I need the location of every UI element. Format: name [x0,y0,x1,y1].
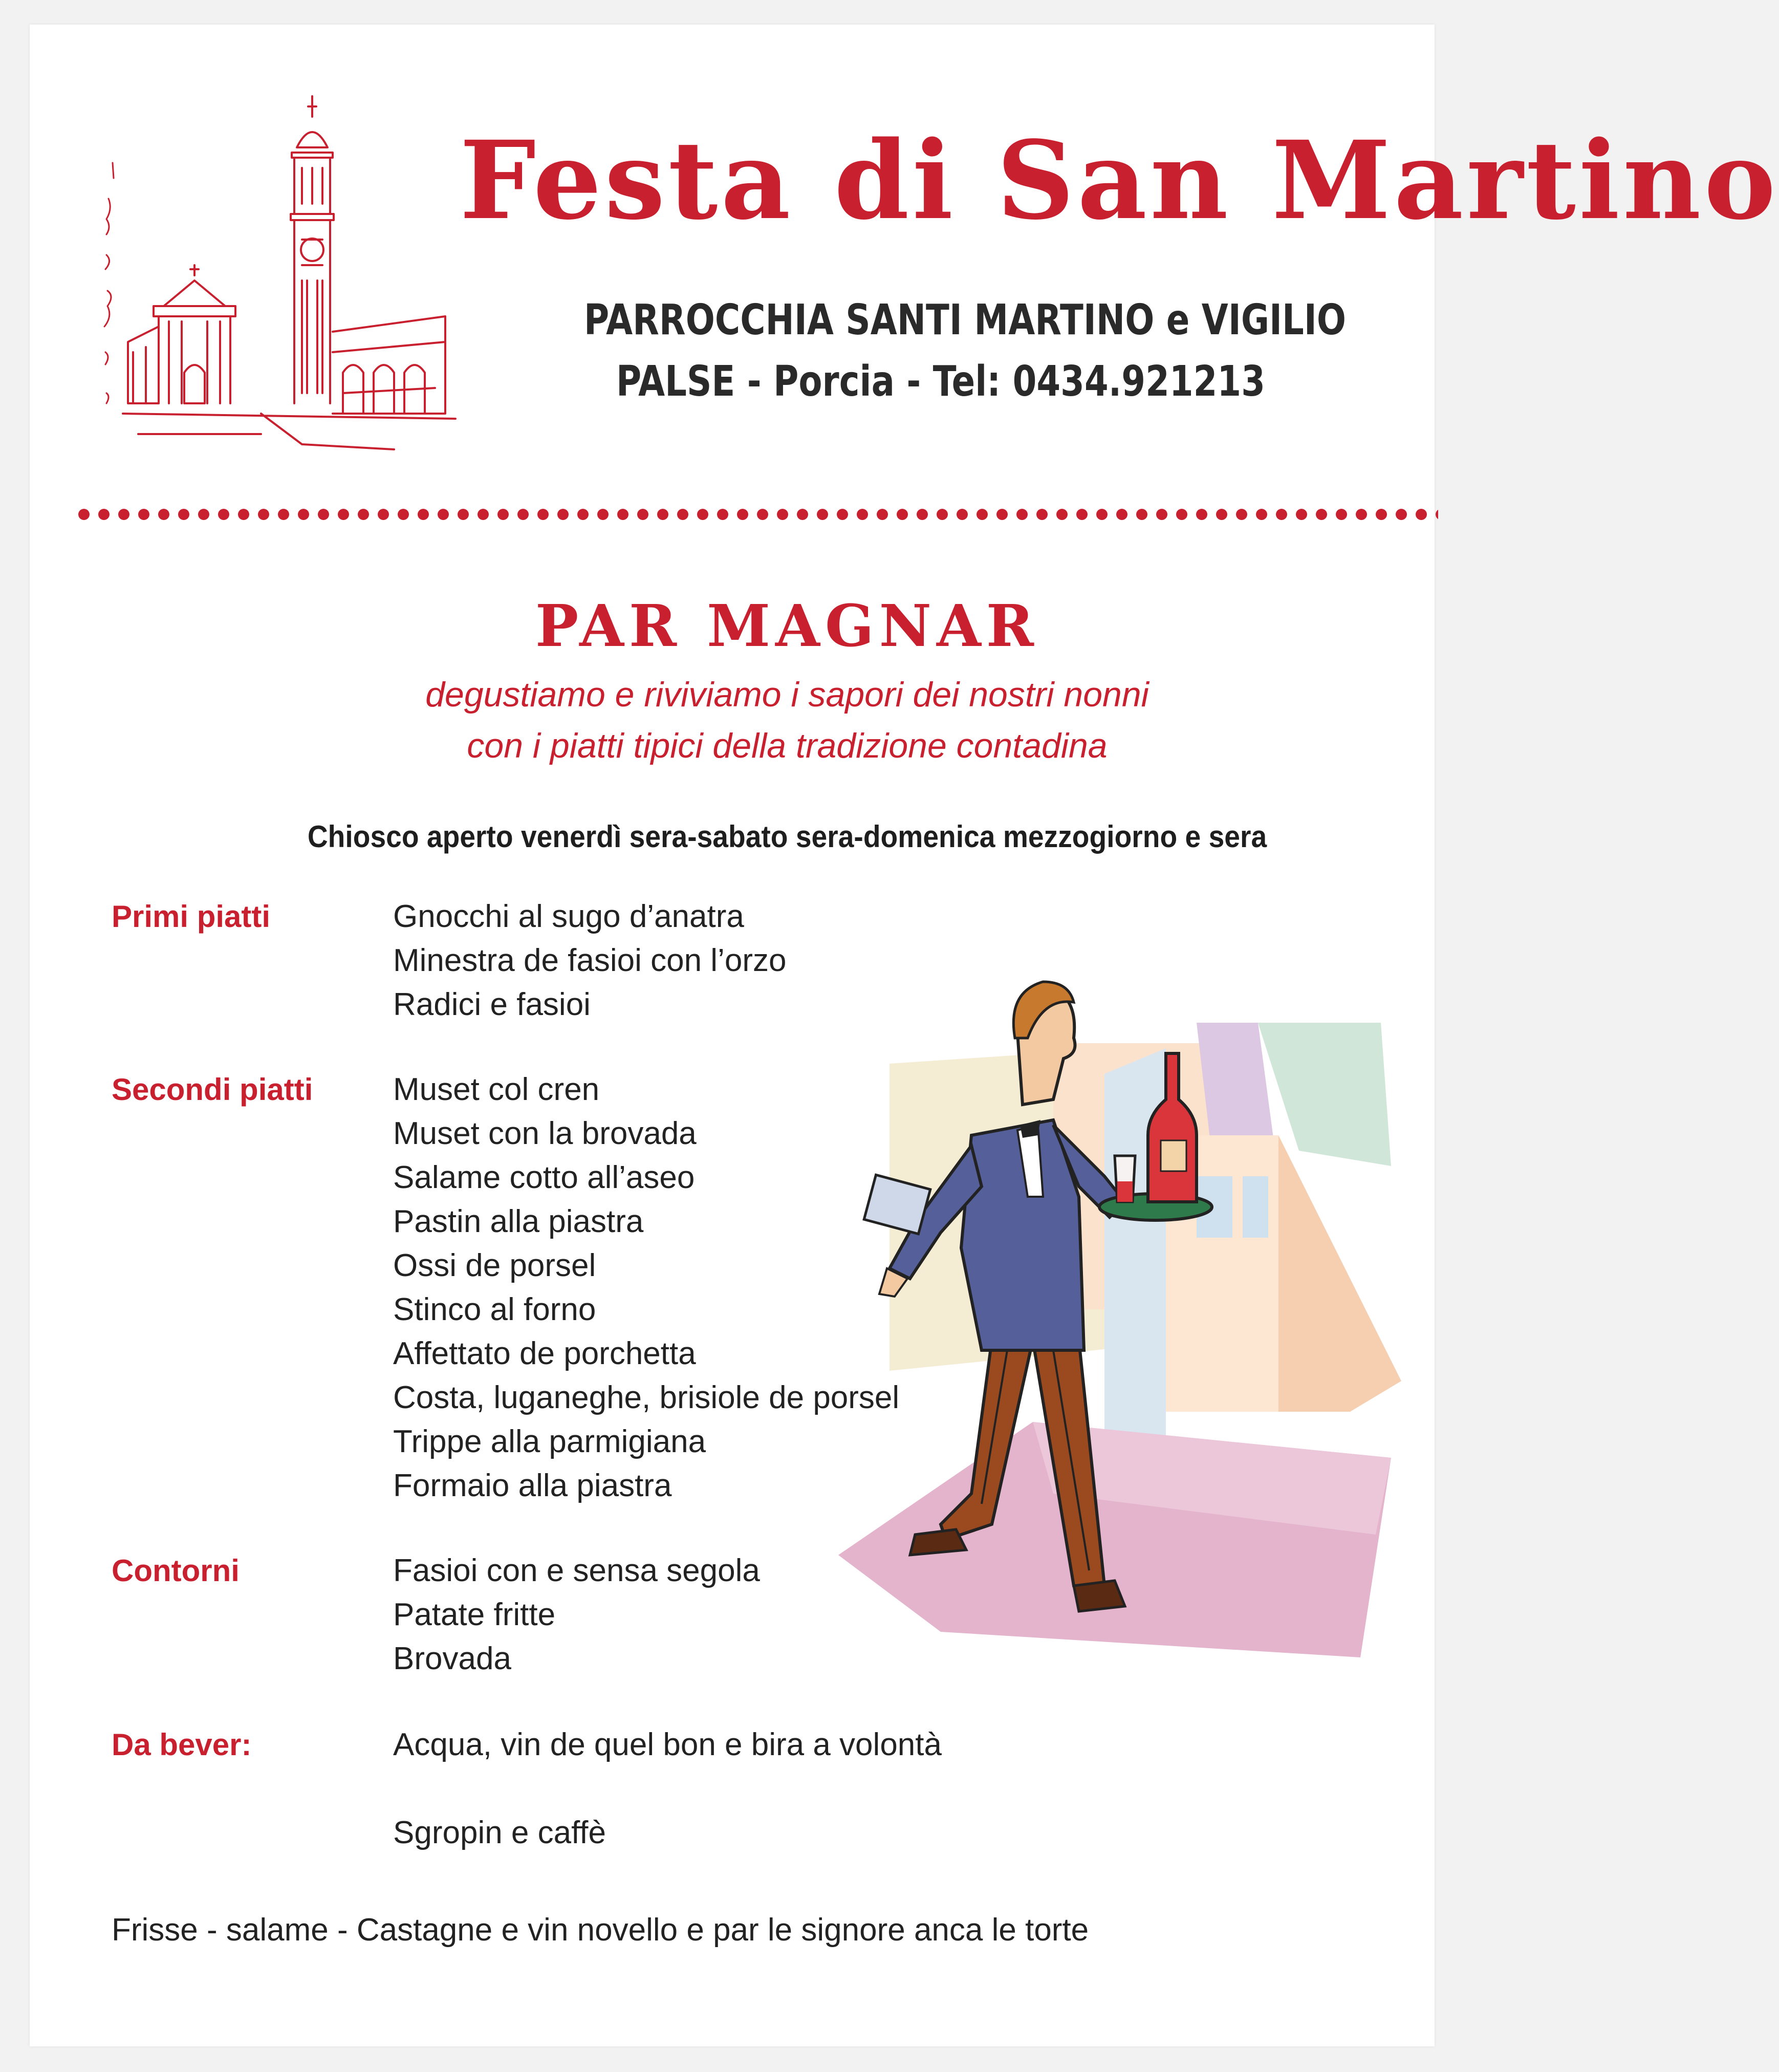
menu-items [393,1549,760,1681]
church-sketch-icon [77,86,466,455]
section-title: PAR MAGNAR [535,593,1039,660]
subtitle-line-1: degustiamo e riviviamo i sapori dei nostri nonni [425,675,1149,714]
parish-address: PALSE - Porcia - Tel: 0434.921213 [616,357,1266,406]
subtitle-line-2: con i piatti tipici della tradizione contadina [467,726,1108,765]
footer-line: Frisse - salame - Castagne e vin novello e par le signore anca le torte [112,1912,1089,1948]
menu-item: Gnocchi al sugo d’anatra [393,899,744,934]
menu-item: Affettato de porchetta [393,1336,696,1371]
menu-items [393,1068,899,1508]
menu-item: Muset col cren [393,1072,600,1107]
menu-item: Ossi de porsel [393,1248,596,1283]
menu-item: Trippe alla parmigiana [393,1424,706,1459]
category-label: Da bever: [112,1728,252,1762]
waiter-illustration-icon [838,982,1412,1678]
menu-item: Formaio alla piastra [393,1468,672,1503]
page-title: Festa di San Martino [460,117,1779,244]
menu-item: Stinco al forno [393,1292,596,1327]
menu-item: Brovada [393,1641,511,1676]
menu-item: Minestra de fasioi con l’orzo [393,943,787,978]
category-contorni [112,1549,760,1681]
category-da-bever [112,1723,942,1767]
extra-item: Sgropin e caffè [393,1815,606,1850]
flyer-page [30,25,1779,2046]
menu-item: Costa, luganeghe, brisiole de porsel [393,1380,900,1415]
menu-item: Fasioi con e sensa segola [393,1553,760,1588]
menu-item: Patate fritte [393,1597,556,1632]
menu-item: Muset con la brovada [393,1116,697,1151]
menu-item: Salame cotto all’aseo [393,1160,695,1195]
category-secondi-piatti [112,1068,899,1508]
menu-items [393,1723,942,1767]
menu-item: Radici e fasioi [393,987,591,1022]
dotted-divider [77,507,1438,522]
parish-name: PARROCCHIA SANTI MARTINO e VIGILIO [584,296,1347,344]
opening-hours: Chiosco aperto venerdì sera-sabato sera-domenica mezzogiorno e sera [307,819,1267,854]
menu-item: Acqua, vin de quel bon e bira a volontà [393,1727,942,1762]
category-label: Contorni [112,1553,240,1588]
category-primi-piatti [112,895,786,1027]
category-label: Secondi piatti [112,1072,313,1107]
menu-item: Pastin alla piastra [393,1204,644,1239]
menu-items [393,895,786,1027]
category-label: Primi piatti [112,899,271,934]
